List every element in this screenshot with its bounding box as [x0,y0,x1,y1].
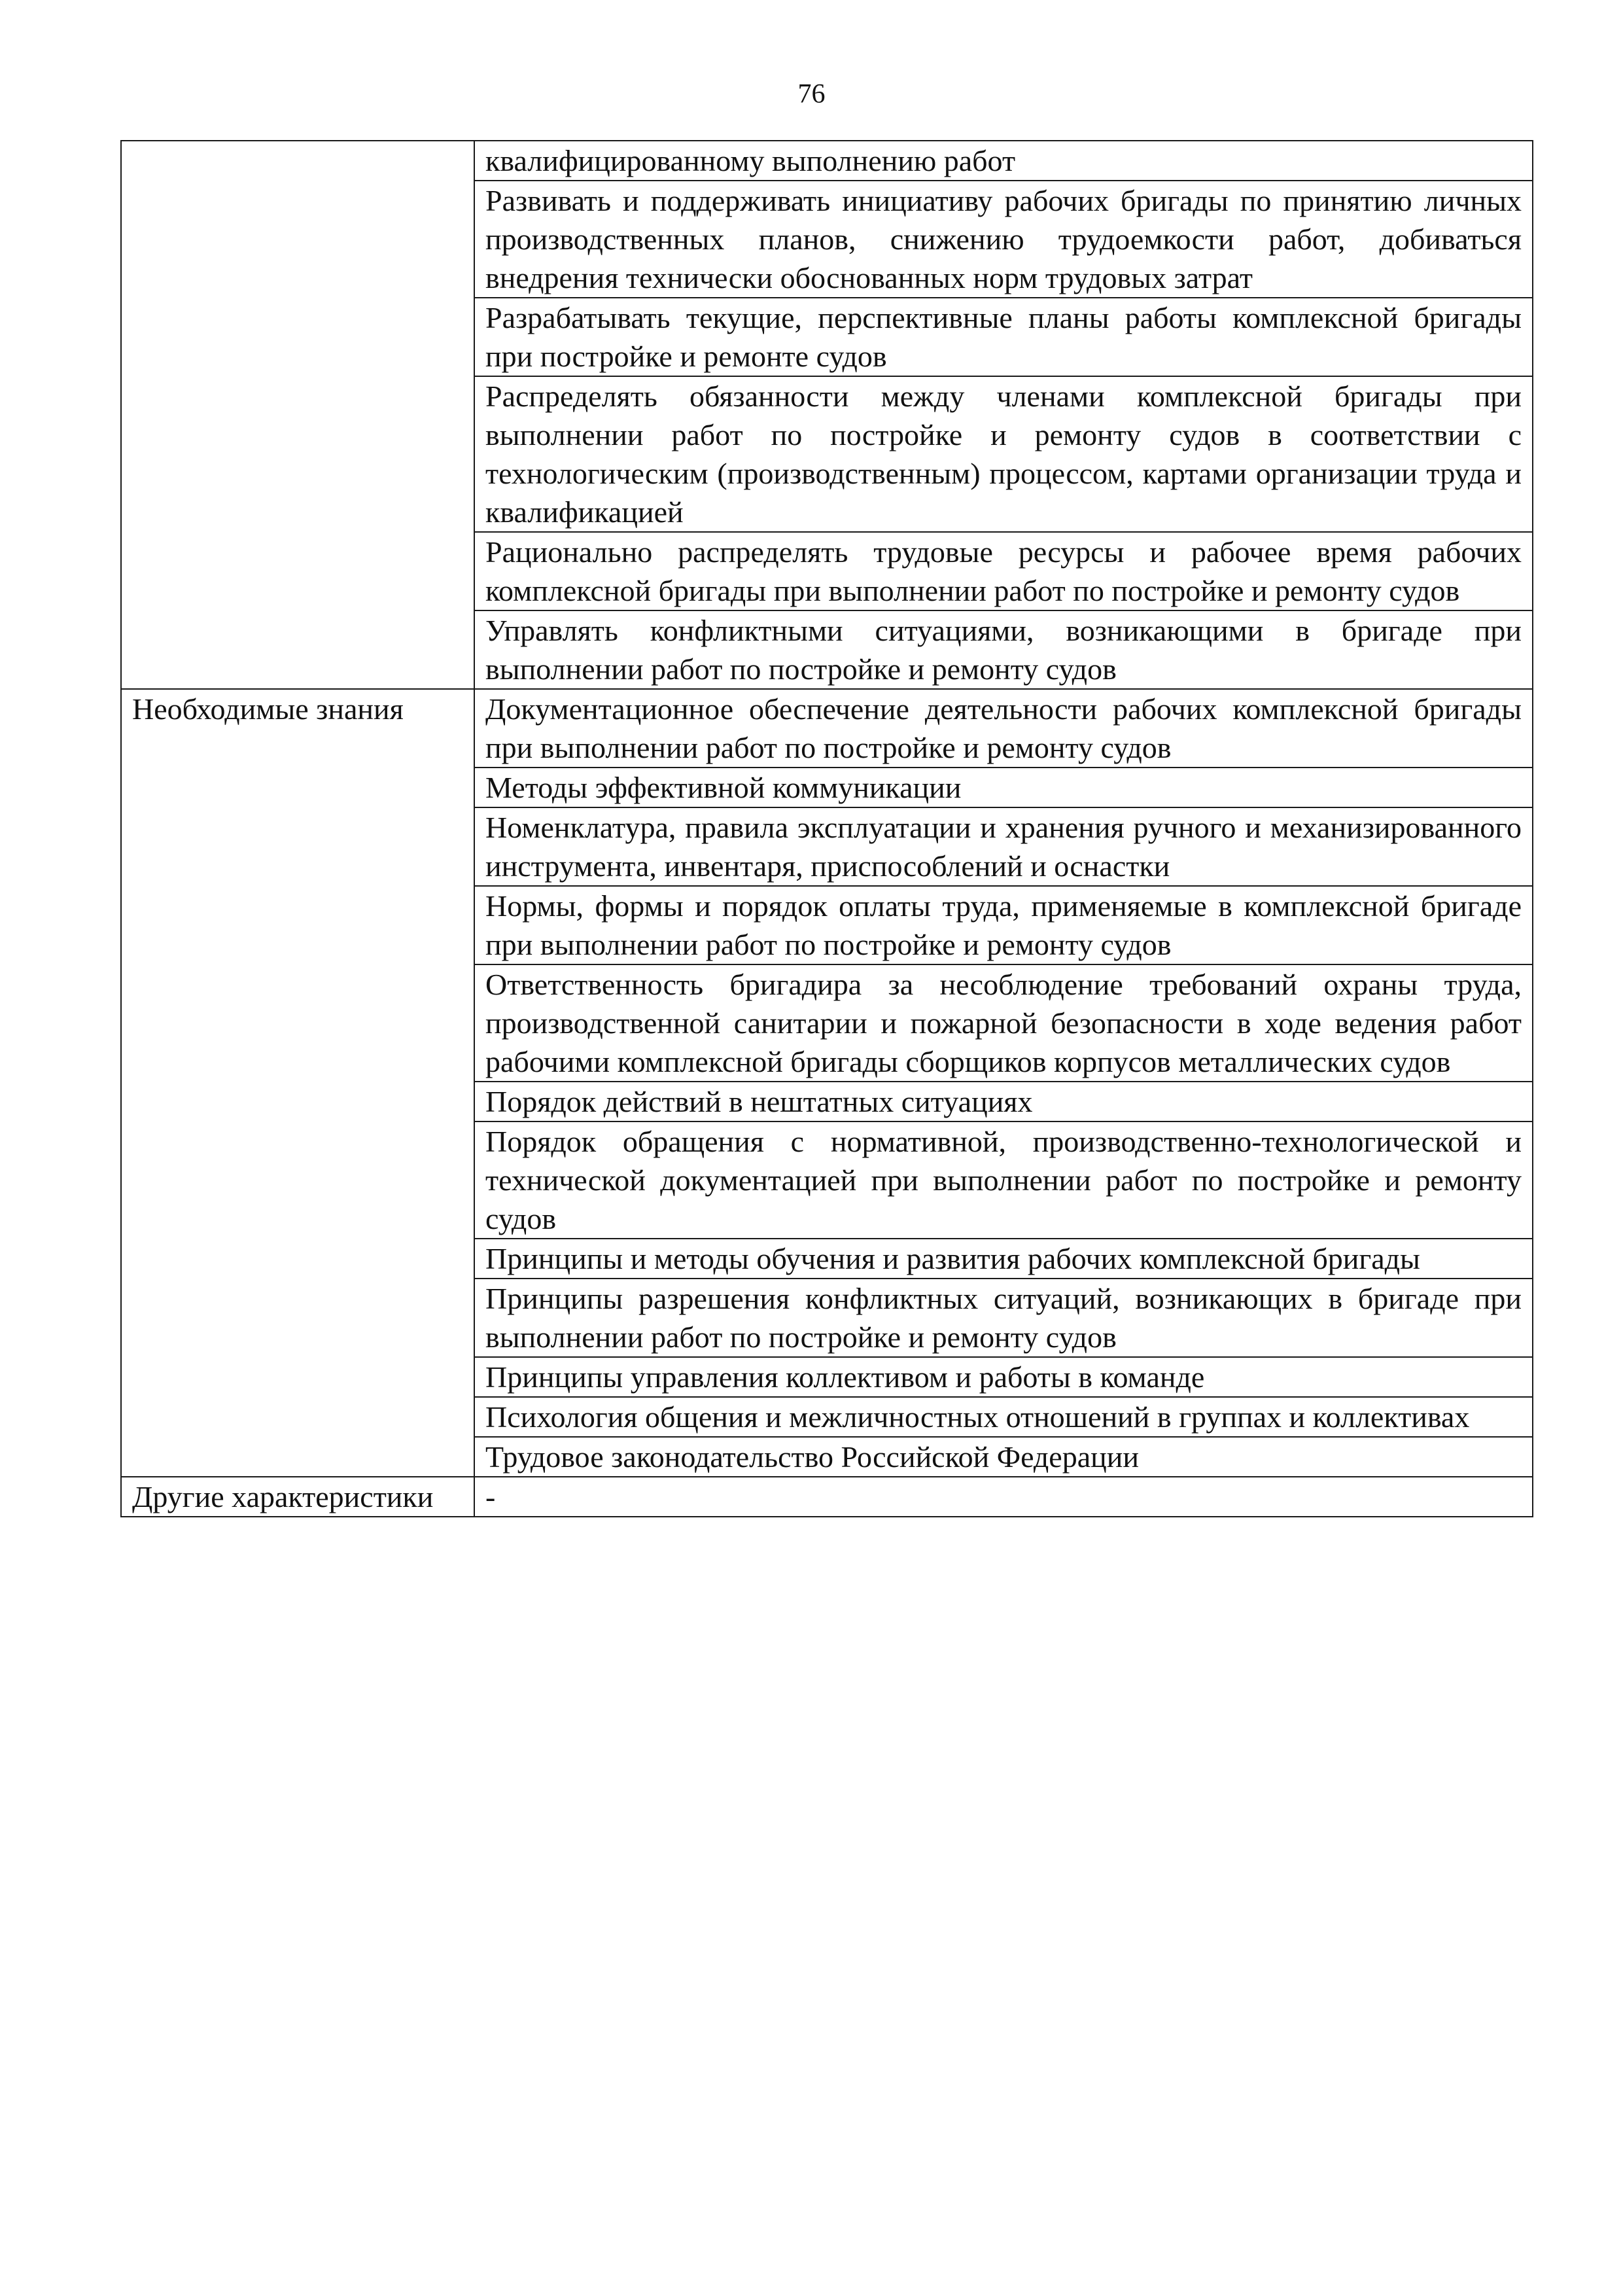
row-label-cell [121,1279,474,1357]
table-cell: квалифицированному выполнению работ [474,141,1533,181]
row-label-cell [121,1122,474,1239]
table-row [121,1477,1533,1517]
table-row [121,376,1533,532]
table-cell: Номенклатура, правила эксплуатации и хранения ручного и механизированного инструмента, инвентаря, приспособлений и оснастки [474,807,1533,886]
table-cell: Нормы, формы и порядок оплаты труда, применяемые в комплексной бригаде при выполнении работ по постройке и ремонту судов [474,886,1533,964]
row-label-cell [121,886,474,964]
row-label-cell [121,1082,474,1122]
table-cell: Документационное обеспечение деятельности рабочих комплексной бригады при выполнении работ по постройке и ремонту судов [474,689,1533,768]
table-row [121,1397,1533,1437]
table-cell: Методы эффективной коммуникации [474,768,1533,807]
table-row [121,1279,1533,1357]
row-label-cell [121,298,474,376]
table-row [121,886,1533,964]
page-number: 76 [797,79,826,109]
table-cell: Развивать и поддерживать инициативу рабочих бригады по принятию личных производственных планов, снижению трудоемкости работ, добиваться внедрения технически обоснованных норм трудовых затрат [474,181,1533,298]
table-cell: Психология общения и межличностных отношений в группах и коллективах [474,1397,1533,1437]
table-row [121,610,1533,689]
row-label-cell [121,1357,474,1397]
table-row [121,298,1533,376]
table-row [121,1122,1533,1239]
table-row [121,532,1533,610]
table-cell: Разрабатывать текущие, перспективные планы работы комплексной бригады при постройке и ремонте судов [474,298,1533,376]
table-row [121,807,1533,886]
table-row [121,141,1533,181]
row-label-cell [121,964,474,1082]
table-row [121,181,1533,298]
row-label-cell [121,768,474,807]
row-label-cell [121,141,474,181]
row-label-cell [121,1239,474,1279]
row-label-other-characteristics: Другие характеристики [121,1477,474,1517]
table-cell: Трудовое законодательство Российской Федерации [474,1437,1533,1477]
table-cell: Рационально распределять трудовые ресурсы и рабочее время рабочих комплексной бригады при выполнении работ по постройке и ремонту судов [474,532,1533,610]
table-row [121,1357,1533,1397]
row-label-cell [121,1397,474,1437]
table-row [121,1082,1533,1122]
table-cell: Управлять конфликтными ситуациями, возникающими в бригаде при выполнении работ по постройке и ремонту судов [474,610,1533,689]
table-cell: Распределять обязанности между членами комплексной бригады при выполнении работ по постройке и ремонту судов в соответствии с технологическим (производственным) процессом, картами организации труда и квалификацией [474,376,1533,532]
row-label-required-knowledge: Необходимые знания [121,689,474,768]
table-cell: Принципы управления коллективом и работы в команде [474,1357,1533,1397]
table-row [121,1437,1533,1477]
table-cell: Порядок обращения с нормативной, производственно-технологической и технической документацией при выполнении работ по постройке и ремонту судов [474,1122,1533,1239]
table-cell: Принципы разрешения конфликтных ситуаций, возникающих в бригаде при выполнении работ по постройке и ремонту судов [474,1279,1533,1357]
table-cell: - [474,1477,1533,1517]
row-label-cell [121,532,474,610]
table-cell: Ответственность бригадира за несоблюдение требований охраны труда, производственной санитарии и пожарной безопасности в ходе ведения работ рабочими комплексной бригады сборщиков корпусов металлических судов [474,964,1533,1082]
table-row [121,1239,1533,1279]
row-label-cell [121,610,474,689]
row-label-cell [121,807,474,886]
row-label-cell [121,181,474,298]
table-cell: Принципы и методы обучения и развития рабочих комплексной бригады [474,1239,1533,1279]
table-row [121,768,1533,807]
table-row [121,689,1533,768]
row-label-cell [121,1437,474,1477]
table-cell: Порядок действий в нештатных ситуациях [474,1082,1533,1122]
table-row [121,964,1533,1082]
requirements-table [120,140,1533,1517]
row-label-cell [121,376,474,532]
